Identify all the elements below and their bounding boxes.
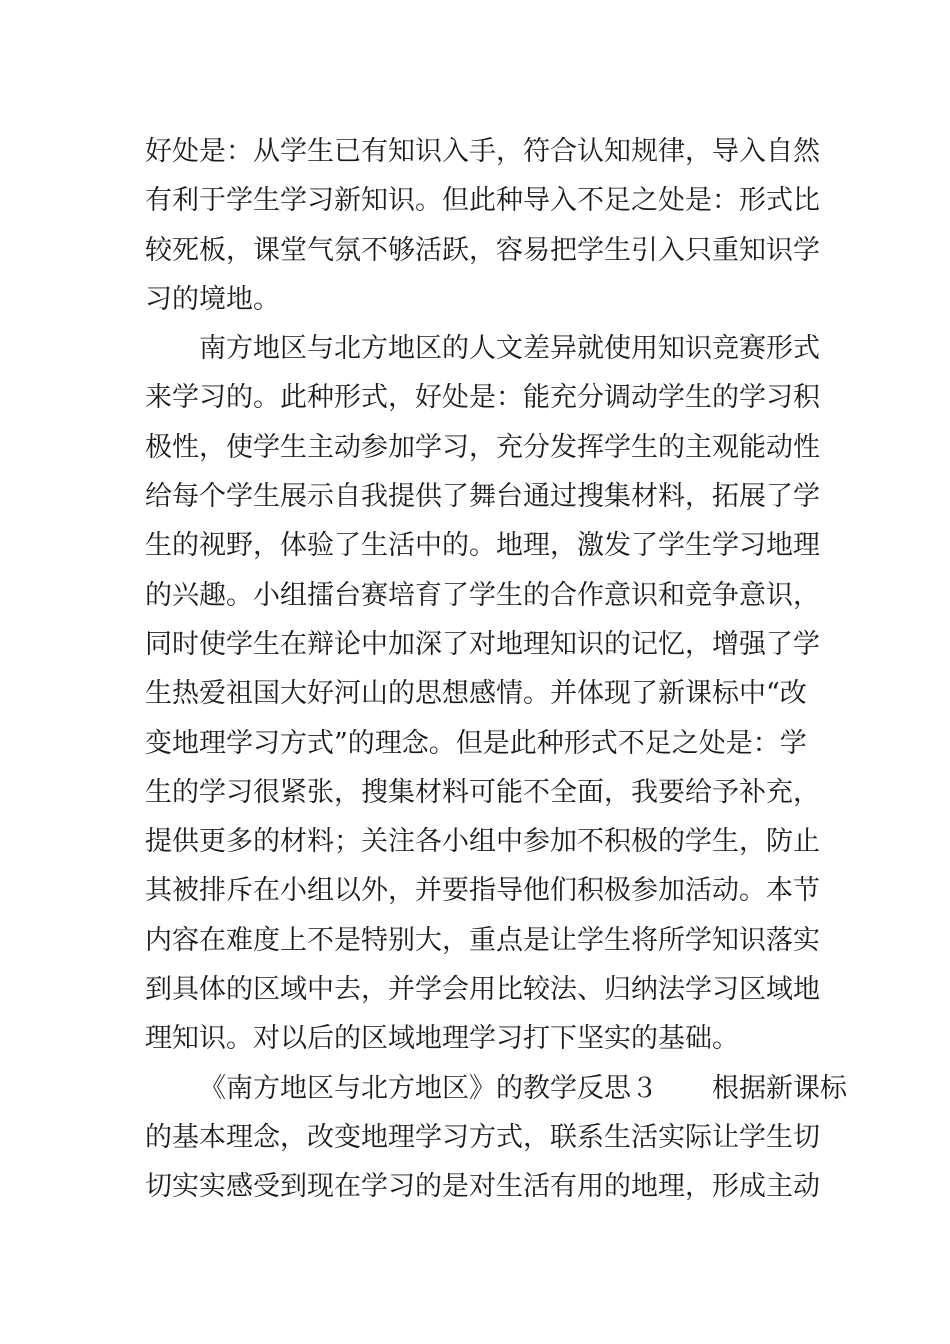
text-line: 同时使学生在辩论中加深了对地理知识的记忆，增强了学 bbox=[145, 628, 820, 660]
text-line: 切实实感受到现在学习的是对生活有用的地理，形成主动 bbox=[145, 1171, 820, 1203]
text-line: 理知识。对以后的区域地理学习打下坚实的基础。 bbox=[145, 1023, 739, 1055]
text-line: 其被排斥在小组以外，并要指导他们积极参加活动。本节 bbox=[145, 875, 820, 907]
text-line: 有利于学生学习新知识。但此种导入不足之处是：形式比 bbox=[145, 185, 820, 217]
paragraph-start-line: 《南方地区与北方地区》的教学反思３ 根据新课标 bbox=[199, 1072, 847, 1104]
text-line: 的兴趣。小组擂台赛培育了学生的合作意识和竞争意识， bbox=[145, 579, 820, 611]
text-line: 到具体的区域中去，并学会用比较法、归纳法学习区域地 bbox=[145, 974, 820, 1006]
text-line: 的基本理念，改变地理学习方式，联系生活实际让学生切 bbox=[145, 1121, 820, 1153]
text-line: 变地理学习方式”的理念。但是此种形式不足之处是：学 bbox=[145, 727, 807, 759]
document-body bbox=[145, 127, 847, 1212]
text-line: 较死板，课堂气氛不够活跃，容易把学生引入只重知识学 bbox=[145, 234, 820, 266]
text-line: 生的视野，体验了生活中的。地理，激发了学生学习地理 bbox=[145, 530, 820, 562]
text-line: 来学习的。此种形式，好处是：能充分调动学生的学习积 bbox=[145, 382, 820, 414]
text-line: 给每个学生展示自我提供了舞台通过搜集材料，拓展了学 bbox=[145, 481, 820, 513]
text-line: 内容在难度上不是特别大，重点是让学生将所学知识落实 bbox=[145, 924, 820, 956]
text-line: 好处是：从学生已有知识入手，符合认知规律，导入自然 bbox=[145, 136, 820, 167]
text-line: 生的学习很紧张，搜集材料可能不全面，我要给予补充， bbox=[145, 776, 820, 808]
text-line: 生热爱祖国大好河山的思想感情。并体现了新课标中“改 bbox=[145, 678, 807, 710]
text-line: 提供更多的材料；关注各小组中参加不积极的学生，防止 bbox=[145, 826, 820, 858]
text-line: 习的境地。 bbox=[145, 283, 280, 315]
text-line: 极性，使学生主动参加学习，充分发挥学生的主观能动性 bbox=[145, 431, 820, 463]
paragraph-start-line: 南方地区与北方地区的人文差异就使用知识竞赛形式 bbox=[199, 333, 820, 365]
